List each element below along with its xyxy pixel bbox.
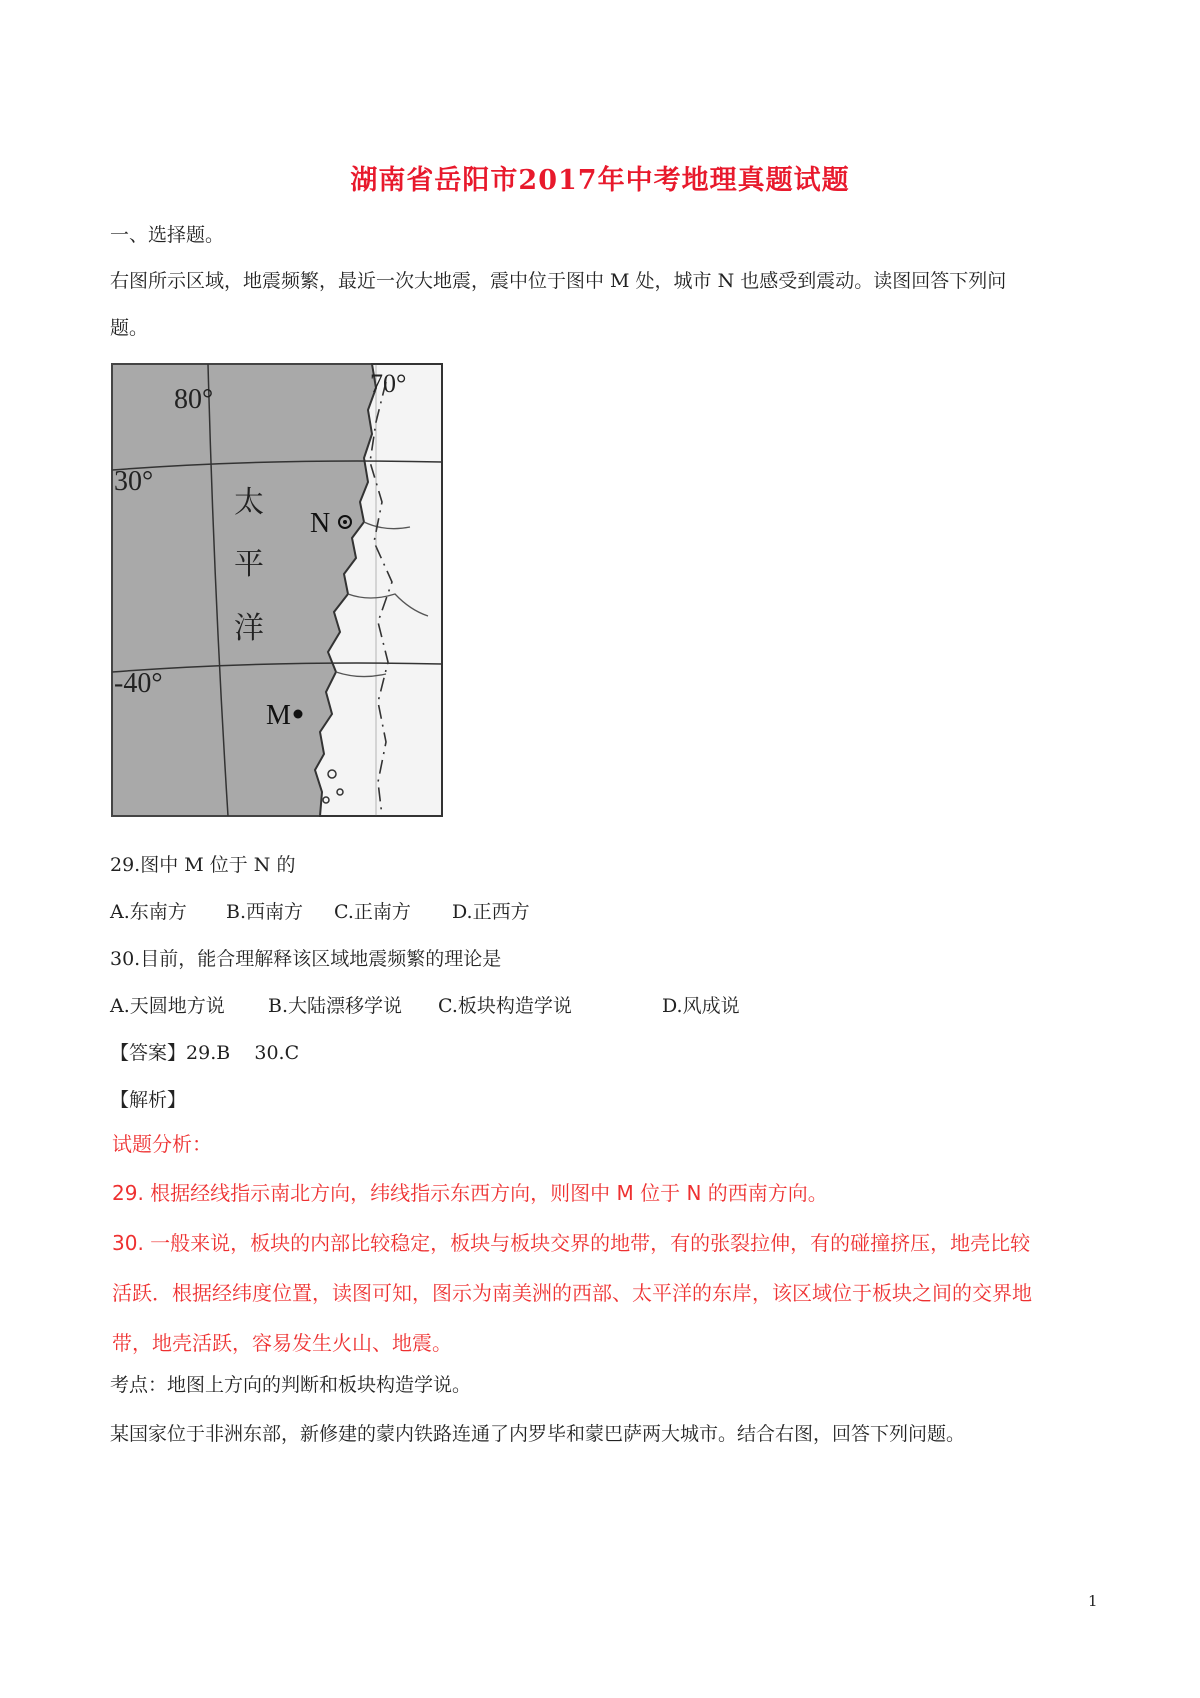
q29-option-a: A.东南方 [110,901,187,923]
q30-option-b: B.大陆漂移学说 [268,995,403,1017]
ocean-char-1: 太 [234,485,264,520]
q30-option-d: D.风成说 [662,995,740,1017]
q30-stem: 30.目前，能合理解释该区域地震频繁的理论是 [110,948,502,970]
lat-label-30: 30° [114,466,154,497]
analysis-label: 【解析】 [110,1089,187,1111]
analysis-30-line-1: 30. 一般来说，板块的内部比较稳定，板块与板块交界的地带，有的张裂拉伸，有的碰撞挤压，地壳比较 [112,1231,1031,1255]
lon-label-70: 70° [370,369,407,398]
q29-option-c: C.正南方 [334,901,411,923]
island [328,770,336,778]
island [337,789,343,795]
lat-label-40: -40° [114,668,163,699]
ocean-char-2: 平 [234,547,264,582]
lon-label-80: 80° [174,384,214,415]
kaodian-line: 考点：地图上方向的判断和板块构造学说。 [110,1374,472,1396]
q29-option-d: D.正西方 [452,901,530,923]
answer-line [110,1040,299,1066]
page-title: 湖南省岳阳市2017年中考地理真题试题 [350,165,850,196]
next-intro: 某国家位于非洲东部，新修建的蒙内铁路连通了内罗毕和蒙巴萨两大城市。结合右图，回答下列问题。 [110,1423,966,1445]
analysis-head: 试题分析： [112,1132,212,1156]
city-n-marker-dot [343,520,347,524]
analysis-29: 29. 根据经线指示南北方向，纬线指示东西方向，则图中 M 位于 N 的西南方向。 [112,1181,828,1205]
q30-option-a: A.天圆地方说 [110,995,225,1017]
epicenter-m-marker [294,710,303,719]
ocean-char-3: 洋 [234,611,264,646]
analysis-30-line-3: 带，地壳活跃，容易发生火山、地震。 [112,1331,452,1355]
intro-line-1: 右图所示区域，地震频繁，最近一次大地震，震中位于图中 M 处，城市 N 也感受到震动。读图回答下列问 [110,270,1007,292]
q29-stem: 29.图中 M 位于 N 的 [110,854,296,876]
section-heading: 一、选择题。 [110,224,225,246]
answer-label: 【答案】 [110,1042,187,1064]
q30-option-c: C.板块构造学说 [438,995,572,1017]
intro-line-2: 题。 [110,317,149,339]
q29-option-b: B.西南方 [226,901,304,923]
answer-text: 29.B 30.C [186,1042,300,1064]
map-figure [110,362,444,818]
analysis-30-line-2: 活跃．根据经纬度位置，读图可知，图示为南美洲的西部、太平洋的东岸，该区域位于板块之间的交界地 [112,1281,1032,1305]
page-number: 1 [1088,1592,1098,1610]
city-m-label: M [266,700,291,731]
island [323,797,329,803]
city-n-label: N [310,508,331,539]
